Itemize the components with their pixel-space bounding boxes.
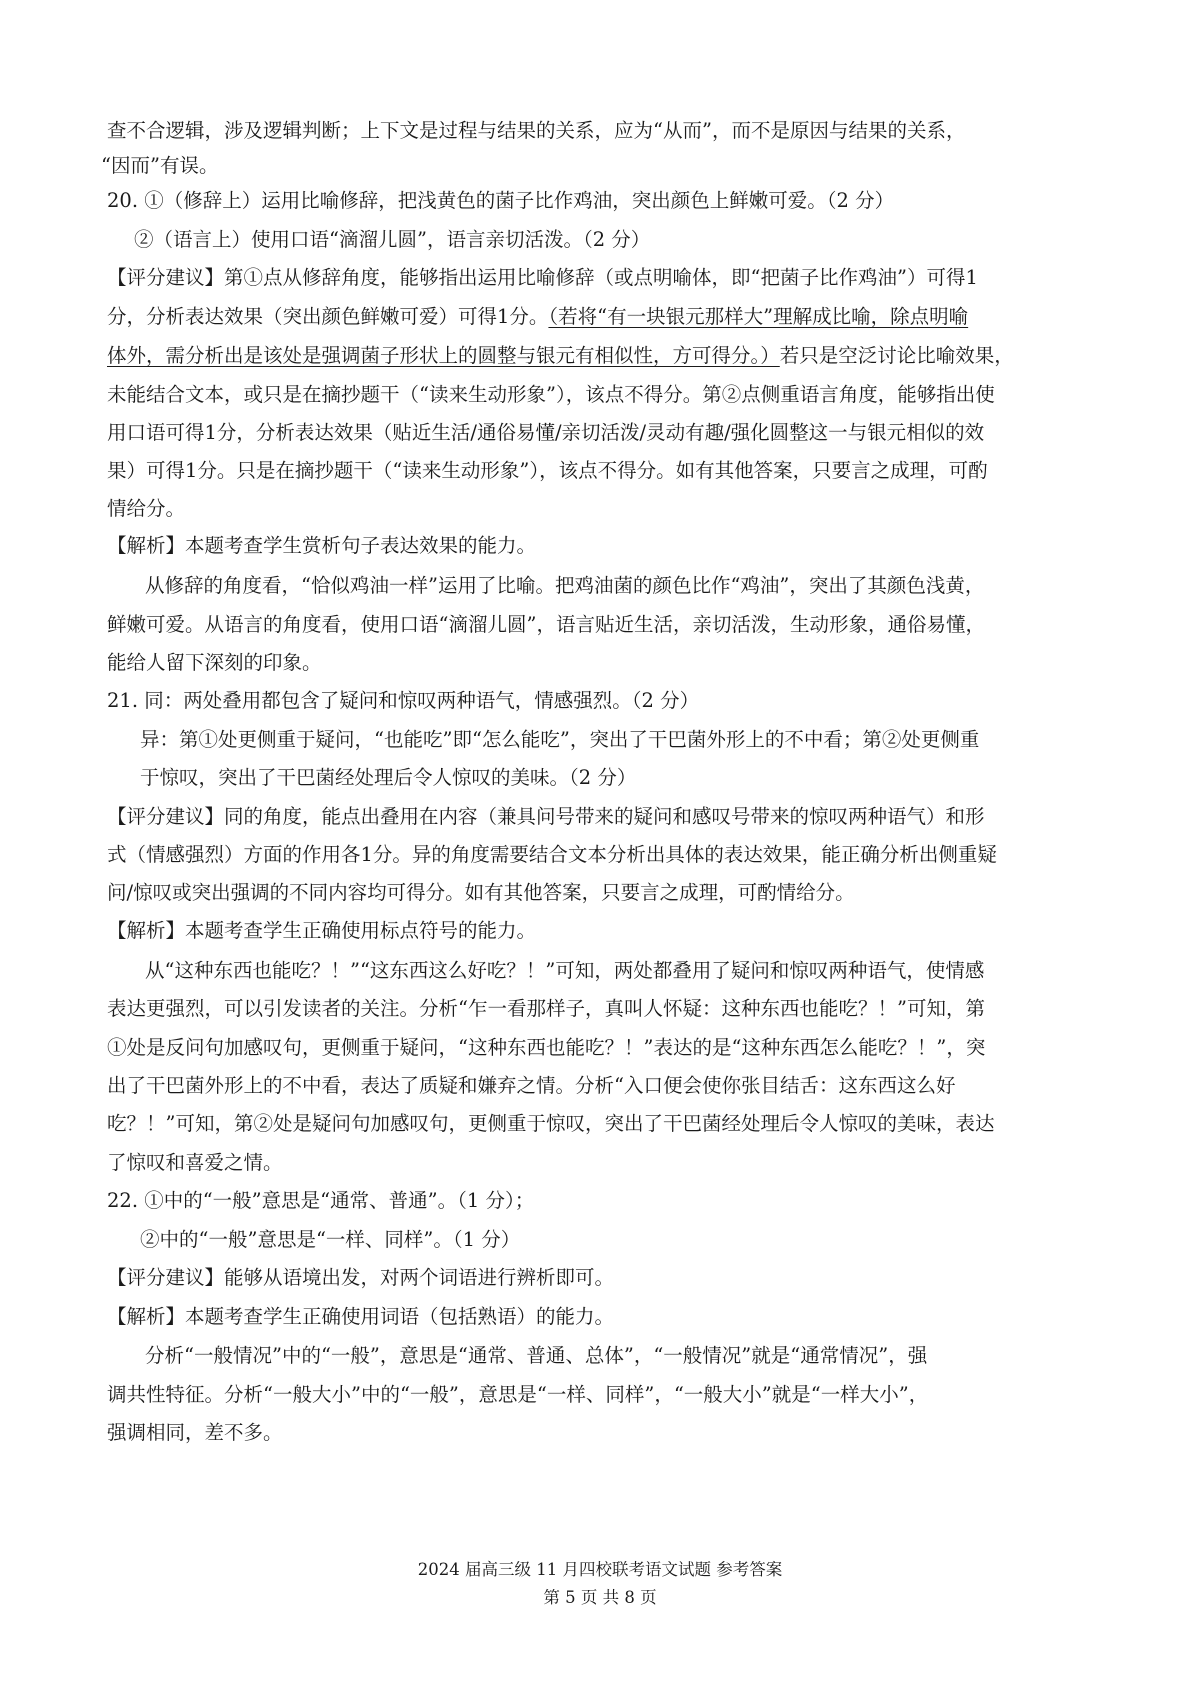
question-20-answer-2: ②（语言上）使用口语“滴溜儿圆”，语言亲切活泼。（2 分） xyxy=(134,228,651,251)
question-22-answer-1: 22. ①中的“一般”意思是“通常、普通”。（1 分）； xyxy=(107,1189,535,1212)
text-line: 式（情感强烈）方面的作用各1分。异的角度需要结合文本分析出具体的表达效果，能正确分析出侧重疑 xyxy=(107,843,997,866)
text-line: 吃？！”可知，第②处是疑问句加感叹句，更侧重于惊叹，突出了干巴菌经处理后令人惊叹的美味，表达 xyxy=(107,1112,995,1135)
text-line: ①处是反问句加感叹句，更侧重于疑问，“这种东西也能吃？！”表达的是“这种东西怎么能吃？！”，突 xyxy=(107,1036,986,1059)
text-line: 查不合逻辑，涉及逻辑判断；上下文是过程与结果的关系，应为“从而”，而不是原因与结果的关系， xyxy=(107,119,966,142)
text-line: 鲜嫩可爱。从语言的角度看，使用口语“滴溜儿圆”，语言贴近生活，亲切活泼，生动形象，通俗易懂， xyxy=(107,613,985,636)
question-21-answer-2: 异：第①处更侧重于疑问，“也能吃”即“怎么能吃”，突出了干巴菌外形上的不中看；第②处更侧重 xyxy=(140,728,980,751)
scoring-suggestion: 【评分建议】第①点从修辞角度，能够指出运用比喻修辞（或点明喻体，即“把菌子比作鸡油”）可得1 xyxy=(107,266,978,289)
question-21-answer-1: 21. 同：两处叠用都包含了疑问和惊叹两种语气，情感强烈。（2 分） xyxy=(107,689,700,712)
text-segment: 若只是空泛讨论比喻效果， xyxy=(779,344,1014,367)
scoring-suggestion: 【评分建议】同的角度，能点出叠用在内容（兼具问号带来的疑问和感叹号带来的惊叹两种语气）和形 xyxy=(107,805,985,828)
text-line: 调共性特征。分析“一般大小”中的“一般”，意思是“一样、同样”，“一般大小”就是“一样大小”， xyxy=(107,1383,929,1406)
text-line: “因而”有误。 xyxy=(101,154,219,177)
text-line: 从“这种东西也能吃？！”“这东西这么好吃？！”可知，两处都叠用了疑问和惊叹两种语气，使情感 xyxy=(145,959,985,982)
text-line: 表达更强烈，可以引发读者的关注。分析“乍一看那样子，真叫人怀疑：这种东西也能吃？！”可知，第 xyxy=(107,997,985,1020)
text-line xyxy=(107,343,1014,369)
text-line: 情给分。 xyxy=(107,497,186,520)
text-line: 未能结合文本，或只是在摘抄题干（“读来生动形象”），该点不得分。第②点侧重语言角度，能够指出使 xyxy=(107,383,995,406)
text-line: 问/惊叹或突出强调的不同内容均可得分。如有其他答案，只要言之成理，可酌情给分。 xyxy=(107,881,855,904)
text-line: 用口语可得1分，分析表达效果（贴近生活/通俗易懂/亲切活泼/灵动有趣/强化圆整这一与银元相似的效 xyxy=(107,421,985,444)
text-line: 从修辞的角度看，“恰似鸡油一样”运用了比喻。把鸡油菌的颜色比作“鸡油”，突出了其颜色浅黄， xyxy=(145,574,985,597)
analysis-heading: 【解析】本题考查学生正确使用词语（包括熟语）的能力。 xyxy=(107,1305,615,1328)
analysis-heading: 【解析】本题考查学生赏析句子表达效果的能力。 xyxy=(107,534,537,557)
underlined-text: 体外，需分析出是该处是强调菌子形状上的圆整与银元有相似性，方可得分。） xyxy=(107,344,780,367)
underlined-text: （若将“有一块银元那样大”理解成比喻，除点明喻 xyxy=(548,305,969,328)
text-line: 强调相同，差不多。 xyxy=(107,1421,283,1444)
analysis-heading: 【解析】本题考查学生正确使用标点符号的能力。 xyxy=(107,919,537,942)
text-line: 分析“一般情况”中的“一般”，意思是“通常、普通、总体”，“一般情况”就是“通常情况”，强 xyxy=(145,1344,928,1367)
text-line: 果）可得1分。只是在摘抄题干（“读来生动形象”），该点不得分。如有其他答案，只要言之成理，可酌 xyxy=(107,459,988,482)
scoring-suggestion: 【评分建议】能够从语境出发，对两个词语进行辨析即可。 xyxy=(107,1266,615,1289)
question-20-answer-1: 20. ①（修辞上）运用比喻修辞，把浅黄色的菌子比作鸡油，突出颜色上鲜嫩可爱。（2 分） xyxy=(107,189,895,212)
text-line: 于惊叹，突出了干巴菌经处理后令人惊叹的美味。（2 分） xyxy=(140,766,637,789)
footer-title: 2024 届高三级 11 月四校联考语文试题 参考答案 xyxy=(417,1560,783,1579)
footer-page-number: 第 5 页 共 8 页 xyxy=(543,1588,657,1607)
text-segment: 分，分析表达效果（突出颜色鲜嫩可爱）可得1分。 xyxy=(107,305,549,328)
question-22-answer-2: ②中的“一般”意思是“一样、同样”。（1 分） xyxy=(140,1228,521,1251)
text-line: 能给人留下深刻的印象。 xyxy=(107,651,322,674)
text-line: 出了干巴菌外形上的不中看，表达了质疑和嫌弃之情。分析“入口便会使你张目结舌：这东西这么好 xyxy=(107,1074,956,1097)
text-line xyxy=(107,304,968,330)
text-line: 了惊叹和喜爱之情。 xyxy=(107,1151,283,1174)
